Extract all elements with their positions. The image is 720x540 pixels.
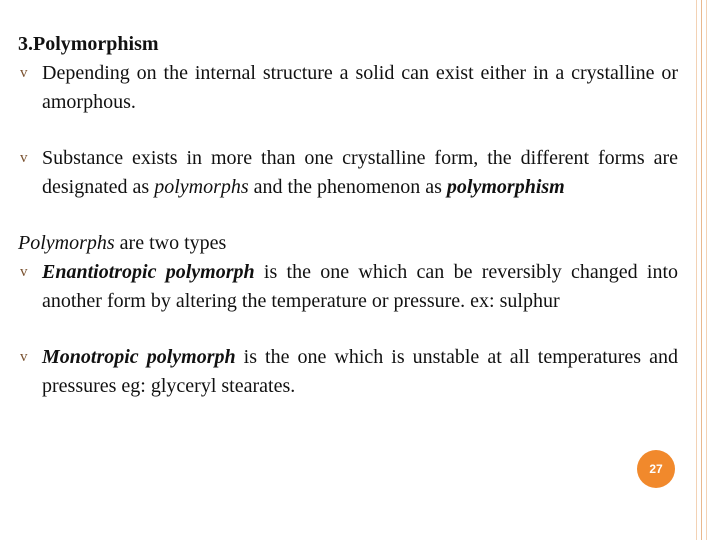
bullet-text: Substance exists in more than one crystalline form, the different forms are designated as [42, 147, 678, 198]
section-term: Polymorphs [18, 232, 115, 254]
term-enantiotropic: Enantiotropic polymorph [42, 261, 255, 283]
decorative-border [690, 0, 720, 540]
term-polymorphs: polymorphs [154, 176, 249, 198]
term-monotropic: Monotropic polymorph [42, 346, 236, 368]
page-number-badge: 27 [637, 450, 675, 488]
bullet-text: is the one which can be reversibly changed into another form by altering the temperature or pressure. ex: sulphur [42, 261, 679, 312]
bullet-text: and the phenomenon as [248, 176, 447, 198]
bullet-text: is the one which is unstable at all temperatures and pressures eg: glyceryl stearates. [42, 346, 678, 397]
bullet-monotropic [18, 343, 678, 401]
bullet-icon: v [20, 65, 28, 81]
section-text: are two types [114, 232, 227, 254]
bullet-substance [18, 144, 678, 202]
slide-content [18, 30, 678, 401]
bullet-enantiotropic [18, 258, 678, 316]
bullet-icon: v [20, 150, 28, 166]
bullet-text: Depending on the internal structure a solid can exist either in a crystalline or amorphous. [42, 62, 678, 113]
slide-heading: 3.Polymorphism [18, 33, 159, 55]
term-polymorphism: polymorphism [446, 176, 565, 198]
bullet-icon: v [20, 264, 28, 280]
bullet-icon: v [20, 349, 28, 365]
bullet-internal-structure [18, 59, 678, 117]
section-heading [18, 229, 678, 258]
